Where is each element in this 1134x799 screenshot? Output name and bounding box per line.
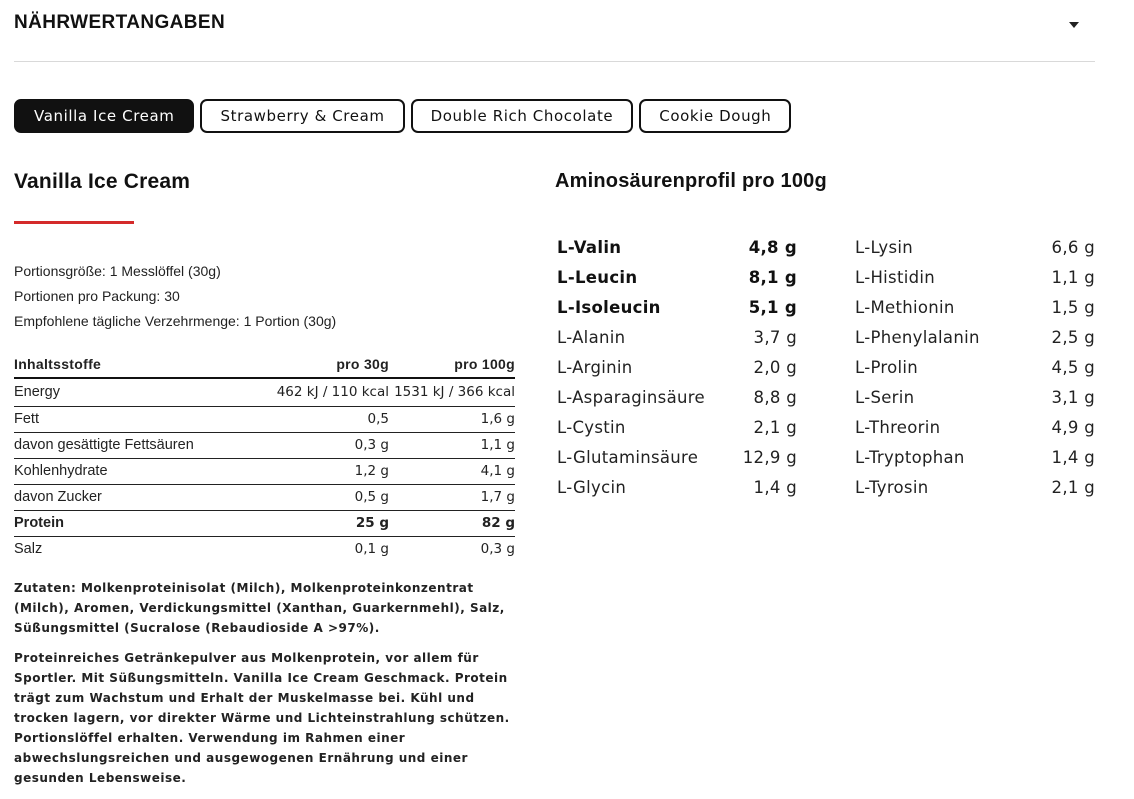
accent-divider <box>14 221 134 224</box>
variant-title: Vanilla Ice Cream <box>14 170 191 193</box>
nutrient-per30: 0,5 g <box>264 485 389 511</box>
table-row <box>14 407 515 433</box>
amino-name: L-Asparaginsäure <box>557 387 705 407</box>
tab-cookie-dough[interactable]: Cookie Dough <box>639 99 791 133</box>
nutrient-name: davon gesättigte Fettsäuren <box>14 433 264 459</box>
amino-name: L-Methionin <box>855 297 955 317</box>
nutrient-per30: 462 kJ / 110 kcal <box>264 378 389 407</box>
amino-row <box>555 292 797 322</box>
nutrient-per100: 1,6 g <box>389 407 515 433</box>
amino-name: L-Phenylalanin <box>855 327 980 347</box>
amino-row <box>853 352 1095 382</box>
nutrient-per30: 0,1 g <box>354 541 389 557</box>
amino-name: L-Lysin <box>855 237 914 257</box>
amino-name: L-Leucin <box>557 267 638 287</box>
nutrient-per100: 82 g <box>389 511 515 537</box>
nutrient-per100: 1,1 g <box>389 433 515 459</box>
amino-column-right <box>853 232 1095 502</box>
col-header-ingredients: Inhaltsstoffe <box>14 352 264 378</box>
table-row <box>14 537 515 563</box>
amino-name: L-Serin <box>855 387 915 407</box>
nutrition-table <box>14 352 515 562</box>
amino-name: L-Glutaminsäure <box>557 447 699 467</box>
col-header-per100: pro 100g <box>389 352 515 378</box>
table-row <box>14 459 515 485</box>
amino-value: 2,1 g <box>753 417 797 437</box>
amino-row <box>853 292 1095 322</box>
tab-strawberry-cream[interactable]: Strawberry & Cream <box>200 99 404 133</box>
amino-row <box>853 382 1095 412</box>
amino-row <box>555 442 797 472</box>
amino-value: 2,0 g <box>753 357 797 377</box>
nutrient-name: Kohlenhydrate <box>14 459 264 485</box>
table-header-row <box>14 352 515 378</box>
recommended-daily: Empfohlene tägliche Verzehrmenge: 1 Portion (30g) <box>14 313 337 329</box>
table-row <box>14 511 515 537</box>
serving-size: Portionsgröße: 1 Messlöffel (30g) <box>14 263 221 279</box>
amino-value: 4,9 g <box>1051 417 1095 437</box>
flavor-tabs <box>14 99 791 133</box>
nutrient-per100: 1531 kJ / 366 kcal <box>389 378 515 407</box>
amino-value: 6,6 g <box>1051 237 1095 257</box>
table-row <box>14 433 515 459</box>
amino-value: 3,7 g <box>753 327 797 347</box>
nutrient-per100: 4,1 g <box>389 459 515 485</box>
amino-name: L-Cystin <box>557 417 626 437</box>
amino-name: L-Isoleucin <box>557 297 661 317</box>
nutrient-name: davon Zucker <box>14 485 264 511</box>
nutrient-name: Protein <box>14 511 264 537</box>
tab-vanilla-ice-cream[interactable]: Vanilla Ice Cream <box>14 99 194 133</box>
nutrient-per30: 25 g <box>264 511 389 537</box>
nutrition-panel <box>14 170 515 788</box>
nutrient-name: Energy <box>14 378 264 407</box>
nutrient-name: Salz <box>14 541 43 557</box>
nutrition-accordion-header[interactable] <box>14 10 1095 62</box>
tab-double-rich-chocolate[interactable]: Double Rich Chocolate <box>411 99 634 133</box>
amino-title: Aminosäurenprofil pro 100g <box>555 170 827 192</box>
amino-value: 3,1 g <box>1051 387 1095 407</box>
amino-value: 2,5 g <box>1051 327 1095 347</box>
amino-row <box>555 472 797 502</box>
ingredients-text: Zutaten: Molkenproteinisolat (Milch), Molkenproteinkonzentrat (Milch), Aromen, Verdickungsmittel (Xanthan, Guarkernmehl), Salz, Süßungsmittel (Sucralose (Rebaudioside A >97%). <box>14 581 505 635</box>
amino-value: 12,9 g <box>742 447 797 467</box>
amino-name: L-Tryptophan <box>855 447 965 467</box>
nutrient-name: Fett <box>14 407 264 433</box>
amino-value: 1,5 g <box>1051 297 1095 317</box>
caret-down-icon[interactable] <box>1069 22 1079 28</box>
amino-name: L-Valin <box>557 237 622 257</box>
amino-value: 4,5 g <box>1051 357 1095 377</box>
amino-row <box>555 352 797 382</box>
table-row <box>14 378 515 407</box>
amino-row <box>853 232 1095 262</box>
amino-value: 1,4 g <box>753 477 797 497</box>
serving-info <box>14 259 515 334</box>
amino-row <box>555 412 797 442</box>
amino-name: L-Alanin <box>557 327 626 347</box>
amino-value: 1,1 g <box>1051 267 1095 287</box>
amino-value: 5,1 g <box>748 297 797 317</box>
amino-row <box>853 472 1095 502</box>
amino-column-left <box>555 232 797 502</box>
amino-row <box>853 442 1095 472</box>
amino-value: 8,8 g <box>753 387 797 407</box>
amino-row <box>853 412 1095 442</box>
description-text: Proteinreiches Getränkepulver aus Molkenprotein, vor allem für Sportler. Mit Süßungsmitteln. Vanilla Ice Cream Geschmack. Protein trägt zum Wachstum und Erhalt der Muskelmasse bei. Kühl und trocken lagern, vor direkter Wärme und Lichteinstrahlung schützen. Portionslöffel erhalten. Verwendung im Rahmen einer abwechslungsreichen und ausgewogenen Ernährung und einer gesunden Lebensweise. <box>14 651 510 785</box>
amino-value: 8,1 g <box>748 267 797 287</box>
nutrient-per30: 0,3 g <box>264 433 389 459</box>
accordion-title: NÄHRWERTANGABEN <box>14 12 226 33</box>
amino-grid <box>555 232 1095 502</box>
amino-row <box>555 232 797 262</box>
amino-value: 2,1 g <box>1051 477 1095 497</box>
col-header-per30: pro 30g <box>264 352 389 378</box>
nutrient-per30: 0,5 <box>264 407 389 433</box>
amino-row <box>555 382 797 412</box>
amino-name: L-Arginin <box>557 357 633 377</box>
amino-name: L-Glycin <box>557 477 627 497</box>
servings-per-pack: Portionen pro Packung: 30 <box>14 288 180 304</box>
amino-name: L-Prolin <box>855 357 919 377</box>
nutrient-per100: 0,3 g <box>480 541 515 557</box>
amino-row <box>853 322 1095 352</box>
amino-panel <box>555 170 1095 497</box>
amino-name: L-Histidin <box>855 267 936 287</box>
amino-row <box>555 262 797 292</box>
amino-name: L-Threorin <box>855 417 941 437</box>
nutrient-per100: 1,7 g <box>389 485 515 511</box>
amino-row <box>853 262 1095 292</box>
nutrient-per30: 1,2 g <box>264 459 389 485</box>
amino-value: 1,4 g <box>1051 447 1095 467</box>
amino-name: L-Tyrosin <box>855 477 929 497</box>
amino-row <box>555 322 797 352</box>
table-row <box>14 485 515 511</box>
amino-value: 4,8 g <box>748 237 797 257</box>
